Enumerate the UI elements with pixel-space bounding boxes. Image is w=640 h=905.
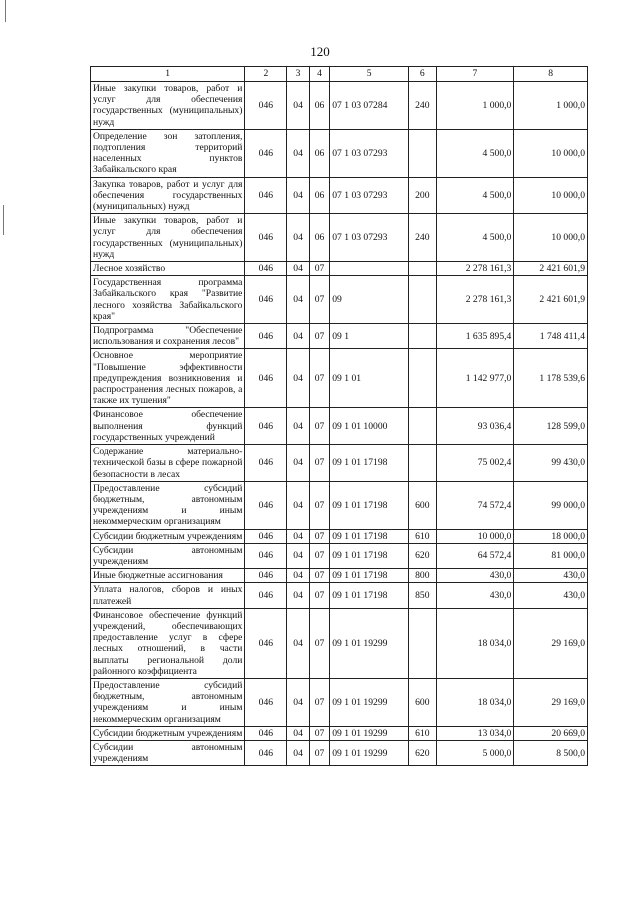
row-amount-col7: 93 036,4 — [436, 408, 514, 445]
row-amount-col8: 18 000,0 — [514, 529, 588, 543]
row-amount-col8: 20 669,0 — [514, 726, 588, 740]
row-admin-code: 046 — [245, 324, 287, 349]
row-subsection-code: 07 — [309, 262, 329, 276]
row-admin-code: 046 — [245, 262, 287, 276]
row-section-code: 04 — [287, 82, 309, 130]
table-header-row — [91, 67, 588, 82]
row-name: Финансовое обеспечение функций учреждений, обеспечивающих предоставление услуг в сфере лесных отношений, в части выплаты региональной доли районного коэффициента — [91, 608, 245, 678]
table-row — [91, 177, 588, 214]
row-subsection-code: 07 — [309, 583, 329, 608]
row-amount-col8: 1 000,0 — [514, 82, 588, 130]
row-target-code: 09 1 01 17198 — [330, 569, 409, 583]
row-target-code: 09 1 01 17198 — [330, 543, 409, 568]
row-name: Уплата налогов, сборов и иных платежей — [91, 583, 245, 608]
row-subsection-code: 07 — [309, 276, 329, 324]
row-section-code: 04 — [287, 583, 309, 608]
row-admin-code: 046 — [245, 543, 287, 568]
column-header: 3 — [287, 67, 309, 82]
row-target-code: 09 — [330, 276, 409, 324]
row-name: Субсидии бюджетным учреждениям — [91, 726, 245, 740]
row-expense-type: 240 — [408, 214, 436, 262]
row-amount-col7: 75 002,4 — [436, 445, 514, 482]
row-section-code: 04 — [287, 129, 309, 177]
row-target-code: 09 1 01 19299 — [330, 608, 409, 678]
row-subsection-code: 06 — [309, 214, 329, 262]
row-expense-type: 620 — [408, 543, 436, 568]
table-row — [91, 445, 588, 482]
table-row — [91, 276, 588, 324]
row-section-code: 04 — [287, 608, 309, 678]
row-amount-col7: 1 000,0 — [436, 82, 514, 130]
row-amount-col7: 64 572,4 — [436, 543, 514, 568]
row-target-code: 09 1 01 17198 — [330, 481, 409, 529]
row-section-code: 04 — [287, 481, 309, 529]
column-header: 4 — [309, 67, 329, 82]
row-admin-code: 046 — [245, 408, 287, 445]
table-row — [91, 214, 588, 262]
row-target-code: 09 1 01 19299 — [330, 726, 409, 740]
row-target-code: 09 1 01 17198 — [330, 445, 409, 482]
row-name: Иные закупки товаров, работ и услуг для обеспечения государственных (муниципальных) нужд — [91, 82, 245, 130]
row-subsection-code: 07 — [309, 349, 329, 408]
row-amount-col7: 4 500,0 — [436, 214, 514, 262]
row-section-code: 04 — [287, 445, 309, 482]
row-expense-type — [408, 608, 436, 678]
row-name: Государственная программа Забайкальского края "Развитие лесного хозяйства Забайкальского края" — [91, 276, 245, 324]
row-admin-code: 046 — [245, 740, 287, 765]
row-admin-code: 046 — [245, 608, 287, 678]
row-target-code: 09 1 01 10000 — [330, 408, 409, 445]
row-expense-type: 620 — [408, 740, 436, 765]
row-section-code: 04 — [287, 529, 309, 543]
row-section-code: 04 — [287, 262, 309, 276]
row-subsection-code: 07 — [309, 481, 329, 529]
row-name: Определение зон затопления, подтопления территорий населенных пунктов Забайкальского края — [91, 129, 245, 177]
row-name: Лесное хозяйство — [91, 262, 245, 276]
page-number: 120 — [310, 44, 330, 59]
row-subsection-code: 07 — [309, 529, 329, 543]
row-name: Субсидии автономным учреждениям — [91, 740, 245, 765]
row-name: Предоставление субсидий бюджетным, автономным учреждениям и иным некоммерческим организациям — [91, 678, 245, 726]
table-body — [91, 82, 588, 766]
row-target-code: 07 1 03 07284 — [330, 82, 409, 130]
row-amount-col8: 8 500,0 — [514, 740, 588, 765]
row-section-code: 04 — [287, 543, 309, 568]
row-amount-col7: 1 635 895,4 — [436, 324, 514, 349]
table-row — [91, 726, 588, 740]
row-target-code: 09 1 01 19299 — [330, 678, 409, 726]
row-expense-type: 600 — [408, 678, 436, 726]
row-section-code: 04 — [287, 408, 309, 445]
row-subsection-code: 07 — [309, 740, 329, 765]
row-amount-col8: 2 421 601,9 — [514, 262, 588, 276]
row-name: Субсидии бюджетным учреждениям — [91, 529, 245, 543]
row-amount-col7: 5 000,0 — [436, 740, 514, 765]
row-target-code: 09 1 — [330, 324, 409, 349]
row-amount-col8: 128 599,0 — [514, 408, 588, 445]
row-expense-type — [408, 276, 436, 324]
table-row — [91, 529, 588, 543]
row-amount-col7: 430,0 — [436, 583, 514, 608]
row-name: Финансовое обеспечение выполнения функций государственных учреждений — [91, 408, 245, 445]
row-amount-col7: 2 278 161,3 — [436, 262, 514, 276]
column-header: 5 — [330, 67, 409, 82]
row-name: Подпрограмма "Обеспечение использования и сохранения лесов" — [91, 324, 245, 349]
row-admin-code: 046 — [245, 678, 287, 726]
row-amount-col8: 99 000,0 — [514, 481, 588, 529]
budget-table — [90, 66, 588, 766]
row-section-code: 04 — [287, 349, 309, 408]
row-target-code: 09 1 01 17198 — [330, 583, 409, 608]
row-expense-type — [408, 262, 436, 276]
row-subsection-code: 07 — [309, 324, 329, 349]
row-subsection-code: 07 — [309, 678, 329, 726]
row-admin-code: 046 — [245, 569, 287, 583]
scan-edge-mark — [5, 0, 6, 22]
row-admin-code: 046 — [245, 726, 287, 740]
row-subsection-code: 07 — [309, 408, 329, 445]
row-amount-col7: 13 034,0 — [436, 726, 514, 740]
row-admin-code: 046 — [245, 129, 287, 177]
row-section-code: 04 — [287, 276, 309, 324]
row-amount-col8: 99 430,0 — [514, 445, 588, 482]
row-amount-col7: 18 034,0 — [436, 678, 514, 726]
row-amount-col8: 430,0 — [514, 583, 588, 608]
row-name: Основное мероприятие "Повышение эффективности предупреждения возникновения и распространения лесных пожаров, а также их тушения" — [91, 349, 245, 408]
row-section-code: 04 — [287, 214, 309, 262]
row-subsection-code: 06 — [309, 82, 329, 130]
scan-edge-mark — [3, 205, 4, 235]
row-admin-code: 046 — [245, 276, 287, 324]
row-expense-type — [408, 129, 436, 177]
column-header: 1 — [91, 67, 245, 82]
table-row — [91, 408, 588, 445]
row-amount-col8: 29 169,0 — [514, 678, 588, 726]
row-subsection-code: 06 — [309, 129, 329, 177]
row-section-code: 04 — [287, 678, 309, 726]
row-subsection-code: 06 — [309, 177, 329, 214]
row-expense-type: 850 — [408, 583, 436, 608]
row-section-code: 04 — [287, 324, 309, 349]
table-row — [91, 129, 588, 177]
row-admin-code: 046 — [245, 177, 287, 214]
row-expense-type — [408, 408, 436, 445]
row-target-code: 07 1 03 07293 — [330, 177, 409, 214]
row-expense-type: 240 — [408, 82, 436, 130]
table-row — [91, 324, 588, 349]
row-section-code: 04 — [287, 177, 309, 214]
row-subsection-code: 07 — [309, 445, 329, 482]
row-amount-col8: 1 178 539,6 — [514, 349, 588, 408]
row-amount-col7: 18 034,0 — [436, 608, 514, 678]
row-target-code: 09 1 01 19299 — [330, 740, 409, 765]
column-header: 7 — [436, 67, 514, 82]
row-amount-col7: 10 000,0 — [436, 529, 514, 543]
row-amount-col8: 10 000,0 — [514, 214, 588, 262]
row-admin-code: 046 — [245, 82, 287, 130]
row-target-code: 09 1 01 17198 — [330, 529, 409, 543]
row-amount-col8: 2 421 601,9 — [514, 276, 588, 324]
column-header: 2 — [245, 67, 287, 82]
row-name: Субсидии автономным учреждениям — [91, 543, 245, 568]
column-header: 8 — [514, 67, 588, 82]
row-subsection-code: 07 — [309, 543, 329, 568]
row-admin-code: 046 — [245, 349, 287, 408]
table-row — [91, 608, 588, 678]
row-amount-col7: 4 500,0 — [436, 129, 514, 177]
row-target-code: 09 1 01 — [330, 349, 409, 408]
row-admin-code: 046 — [245, 445, 287, 482]
row-expense-type — [408, 324, 436, 349]
row-amount-col8: 10 000,0 — [514, 177, 588, 214]
row-expense-type: 600 — [408, 481, 436, 529]
row-amount-col8: 430,0 — [514, 569, 588, 583]
row-section-code: 04 — [287, 740, 309, 765]
row-name: Закупка товаров, работ и услуг для обеспечения государственных (муниципальных) нужд — [91, 177, 245, 214]
row-subsection-code: 07 — [309, 726, 329, 740]
row-name: Предоставление субсидий бюджетным, автономным учреждениям и иным некоммерческим организациям — [91, 481, 245, 529]
table-row — [91, 349, 588, 408]
row-expense-type — [408, 349, 436, 408]
row-name: Иные закупки товаров, работ и услуг для обеспечения государственных (муниципальных) нужд — [91, 214, 245, 262]
row-section-code: 04 — [287, 569, 309, 583]
table-row — [91, 740, 588, 765]
row-target-code — [330, 262, 409, 276]
column-header: 6 — [408, 67, 436, 82]
row-amount-col8: 10 000,0 — [514, 129, 588, 177]
row-amount-col7: 4 500,0 — [436, 177, 514, 214]
row-amount-col7: 74 572,4 — [436, 481, 514, 529]
row-admin-code: 046 — [245, 214, 287, 262]
table-row — [91, 678, 588, 726]
row-expense-type: 800 — [408, 569, 436, 583]
row-amount-col8: 81 000,0 — [514, 543, 588, 568]
row-admin-code: 046 — [245, 529, 287, 543]
row-expense-type: 610 — [408, 726, 436, 740]
row-subsection-code: 07 — [309, 569, 329, 583]
table-row — [91, 82, 588, 130]
row-admin-code: 046 — [245, 481, 287, 529]
table-row — [91, 262, 588, 276]
row-expense-type: 200 — [408, 177, 436, 214]
table-row — [91, 569, 588, 583]
table-row — [91, 481, 588, 529]
row-expense-type — [408, 445, 436, 482]
row-name: Иные бюджетные ассигнования — [91, 569, 245, 583]
row-amount-col8: 29 169,0 — [514, 608, 588, 678]
row-amount-col8: 1 748 411,4 — [514, 324, 588, 349]
row-amount-col7: 430,0 — [436, 569, 514, 583]
row-target-code: 07 1 03 07293 — [330, 129, 409, 177]
row-expense-type: 610 — [408, 529, 436, 543]
row-amount-col7: 1 142 977,0 — [436, 349, 514, 408]
row-amount-col7: 2 278 161,3 — [436, 276, 514, 324]
row-subsection-code: 07 — [309, 608, 329, 678]
table-row — [91, 583, 588, 608]
row-name: Содержание материально-технической базы в сфере пожарной безопасности в лесах — [91, 445, 245, 482]
row-section-code: 04 — [287, 726, 309, 740]
row-admin-code: 046 — [245, 583, 287, 608]
table-row — [91, 543, 588, 568]
row-target-code: 07 1 03 07293 — [330, 214, 409, 262]
